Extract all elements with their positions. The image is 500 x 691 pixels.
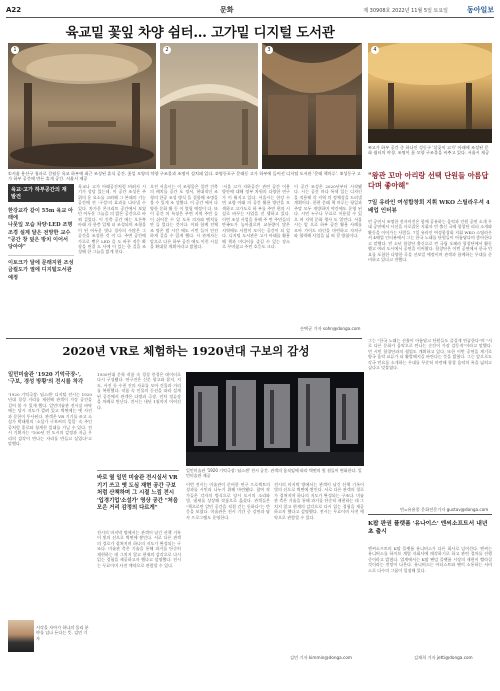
- right-article-body-2: 그는 "한국 노래는 선율이 아름답고 단원들도 즐겁게 연습한다"며 "서로 다른 문화가 음악으로 만나는 순간이 가장 감동적"이라고 말했다. 빈 시민 합창단과의 협업도 계획하고 있다. 또한 이번 공연을 계기로 양국 음악 교류가 더 활발해지길 바란다는 뜻을 밝혔다. 그는 앞으로도 각국 민요를 소개하는 무대를 꾸준히 마련해 합창 음악의 폭을 넓히고 싶다고 덧붙였다.: [368, 338, 492, 371]
- photo-number-1: 1: [11, 46, 19, 54]
- masthead: [6, 4, 494, 16]
- photo-bridge-side: [160, 43, 258, 169]
- issue-info: 제 30908호 2022년 11월 5일 토요일: [363, 7, 448, 14]
- right-article-deck: 7일 유라인 여성합창회 지휘 WKO 스틸라우셔 4배업 인터뷰: [368, 200, 490, 214]
- photo-vr-exhibition: [186, 372, 364, 466]
- portrait-caption: 시각을 자아가 하나의 물리 분야를 넘나 든다는 뜻. 김민 기자: [36, 625, 89, 641]
- deck-group-2: [8, 260, 74, 282]
- photo-number-4: 4: [371, 46, 379, 54]
- deck-line: '구보, 경성 방황'의 전시를 착각: [8, 379, 84, 386]
- deck-line: 한강교각 같이 55m 육교 아래에: [8, 208, 74, 222]
- article2-column-2: 1930년대 문학 작품 속 경성 풍경은 데이터로 다시 구성됐다. 연구진은 신문 광고와 잡지, 지도, 사진 등 수천 건의 자료를 모아 건물과 거리를 복원했다. 작품 속 인물의 동선을 따라 설계된 공간에서 관객은 다방과 극장, 전차 정류장을 차례로 만난다. 전시는 내년 1월까지 이어진다.: [97, 372, 181, 410]
- article1-column-2: 오전 서울시는 이 조형물은 일반 건축 의 배치를 공간 포 정서, 현대적인 조형의 한공 조성 방식 을 결합해 조명을 볼 수 있게 조 성했다. 이 공간 에서 다양한 문화 활 동 이 열릴 예정이 다. 또 이 공간 의 특징은 주변 지역 주민 들이 쉬어갈 수 있 도록 의자와 벤치를 만 들 었다는 것이다. 이와 함께 전체 조 명은 밤 시간 에도 시민 들이 안전하게 걸을 수 있게 했다. 시 관계자는 앞으로 다른 하부 공간 에도 이런 시설을 확대할 계획이라고 밝혔다.: [150, 184, 218, 249]
- caption-main-photos: ①서울 용산구 청파로 갈월동 육교 하부에 최근 조성된 휴식 공간. 꽃잎 모양의 차양 구조물과 조명이 설치돼 있다. ②영등포구 문래동 고가 하부에 들어선 디지털 도서관 '문래 책마루'. ③성동구 고가 하부 공간에 만든 휴게 공간. 서울시 제공: [8, 171, 361, 182]
- article1-column-1: 육교나 고가 아래공간처럼 버려지 시기가 상당 있는데, 이 공간 조성은 주위의 운 요소를 고려해 그 본래의 기능 공간에 안 '구성'의 효과를 나타낼 수 있다. 차가운 콘크리트 공간에서 보였던 어두운 그늘을 의 밝은 공간으로 바꿔 걸었다. 이 건축 공간 에는 오른쪽 아래 자 한층 입체 더 조성되며 조형물이 된 어두운 빛나 경사의 수많은 그 공간을 조성한 것 이 다. 주변 공간에 가로로 뻗은 LED 을 도 바꾸 적응 확 장을 연결 도 사에 이 있는 한 걸을 조성해 한 그늘을 밝게 한다.: [78, 184, 146, 255]
- article3-headline: K팝 판권 플랫폼 '유나이스' 엔씨소프트서 내년 초 출시: [368, 521, 488, 535]
- article1-deck-box: [8, 184, 74, 332]
- deck-group-1: [8, 208, 74, 251]
- headline-article1: 육교밑 꽃잎 차양 쉼터… 고가밑 디지털 도서관: [65, 25, 335, 41]
- article3-top-rule: [368, 514, 492, 515]
- right-article-quote: "왕관 꼬마 아리랑 선택 단원들 아름답다며 좋아해": [368, 171, 489, 190]
- article1-byline: 손택균 기자 sohn@donga.com: [300, 326, 361, 331]
- newspaper-logo: 동아일보: [466, 6, 494, 14]
- right-article-byline: 빈=유윤종 문화전문기자 gustav@donga.com: [400, 507, 489, 512]
- article2-column-3: 전시의 마지막 방에서는 관객이 남긴 산책 기록이 빛의 선으로 벽면에 쌓인다. 서로 다른 관객의 경로가 겹쳐지며 하나의 지도가 완성되는 구조다. 미술관 측은 기술을 통해 과거를 단순히 재현하는 데 그치지 않고 현재의 감각으로 다시 읽는 경험을 제공하고자 했다고 설명했다. 전시는 무료이며 사전 예약으로 관람할 수 있다.: [97, 530, 181, 568]
- deck-line: 이토크가 달에 문래지원 조성: [8, 260, 74, 267]
- right-article-body: 빈 공연서 조명한 전자이진은 함께 공유하는 음악과 인원 공연 소개 무대 공연에서 시선을 사로잡은 지휘자 빈 출신 국제 합창단 리더 소개와 활동을 이어가는 사람들. 7일 유라인 여성합창회 지휘 WKO 스틸라우셔 4배업 인터뷰에서 그는 한국 노래를 단원들이 아름답다며 좋아한다고 말했다. 빈 소년 합창단 출신으로 빈 국립 오페라 합창단에서 활동했고 여러 도시에서 공연을 이어왔다. 합창단은 이번 공연에서 한국 민요를 포함한 다양한 곡을 선보일 예정이며 관객과 함께하는 무대를 준비하고 있다고 전했다.: [368, 219, 492, 263]
- caption-vr-photo: 일민미술관 '1920 기억극장: 딥스캔' 전시 공간. 관객의 움직임에 따라 벽면의 빛 점들이 변화한다. 일민미술관 제공: [186, 468, 362, 479]
- portrait-photo: [8, 620, 34, 652]
- article2-column-4: 이번 전시는 미술관이 준비한 연구 프로젝트의 성과를 시민과 나누기 위해 마련됐다. 참여 작가들은 각자의 방식으로 당시 도시의 소리와 빛, 냄새를 상상해 작품으로 옮겼다. 관객들은 "책으로만 알던 공간을 직접 걷는 듯하다"는 반응을 보였다. 미술관은 전시 기간 중 강연과 답사 프로그램도 운영한다.: [186, 482, 270, 520]
- page-number: A22: [6, 6, 22, 14]
- photo-night-canopy: [368, 43, 492, 143]
- photo-number-2: 2: [163, 46, 171, 54]
- section-name: 문화: [220, 6, 234, 14]
- photo-library-interior: [262, 43, 362, 169]
- headline-article2: 2020년 VR로 체험하는 1920년대 구보의 감성: [62, 344, 310, 358]
- article1-column-3: '서울 고가 지하공간' 관련 공간 이용 방안에 대해 정부 차원의 다양한 연구가 이 뤄지고 있다. 서울시는 한강 수변 교량 아래 의 공간 활용 방안을 모색하고 고가도로 하 부를 주민 편의 시설로 바꾸는 사업을 진 행하고 있다. 이번 조성 사업을 통해 주 변 주민들의 만족도가 높아졌으며 교통량이 많은 지역에도 사람이 모이는 공간이 되 었다. 디지털 도서관은 고가 아래를 활용 해 책과 미디어를 즐길 수 있는 장소 로 꾸며졌고 주민 호응도 크다.: [222, 184, 290, 249]
- caption-right-photo: ④고가 하부 공간 중 하나인 성동구 '살곶이 고가' 아래에 조성된 문화 쉼터의 야경. 조명이 꽃 모양 구조물을 비추고 있다. 서울시 제공: [368, 145, 490, 156]
- section-tag: 육교·고가 하부공간의 재발견: [8, 184, 74, 202]
- masthead-rule: [6, 17, 494, 18]
- article1-column-4: 이 공간 조성은 2020년부터 시작됐다. 시는 공간 마다 특색 있는 디자인을 적용해 각 지역 의 정체성을 드러낼 계획이다. 한편 문래 책 마루는 평일과 주말 모두 개방하며 야간에도 운영 된다. 시민 누구나 무료로 이용할 수 있으 며 지역 문화 행사 도 열린다. 서울시는 앞 으로 하부 공간 활용 사례를 모아 가이드 라인을 마련하고 자치구와 협력해 사업을 넓 혀 갈 방침이다.: [294, 184, 362, 239]
- article2-pull-quote: 바로 옆 일민 미술관 전시실서 VR 기기 쓰고 옛 도심 재현 공간 구보처럼 산책하며 그 시절 느낌 전시 '입경기업'소설가' 영상 공간 "처음 모은 거리 감정의 다르게": [97, 470, 179, 513]
- deck-line: 조경 설계 달은 전망한 교수: [8, 229, 71, 236]
- article3-body: 엔씨소프트의 K팝 플랫폼 유니버스가 다른 회사로 넘어간다. 엔씨는 유니버스를 하이브 계열 자회사에 매각하기로 하고 관련 절차를 진행 중이라고 밝혔다. 업계에서는 K팝 팬덤 플랫폼 시장의 재편이 빨라질 것이라는 전망이 나온다. 유니버스는 아티스트와 팬이 소통하는 서비스로 다수의 그룹이 입점해 있다.: [368, 546, 492, 573]
- deck-line: 일민미술관 '1920 기억극장-',: [8, 372, 82, 378]
- article2-column-1: '1920 기억극장: 딥스캔' 디지털 전시는 1920년대 경성 거리를 재현해 관객이 가상 공간을 걸어 볼 수 있게 했다. 일민미술관 전시실 바닥에는 당시 지도가 깔려 있고 벽면에는 옛 사진과 문헌이 투사된다. 관객은 VR 기기를 쓰고 소설가 박태원의 '소설가 구보씨의 일일' 속 주인공처럼 종로와 청계천 일대를 거닐 수 있다. 전시 기획자는 "100년 전 도시의 감정과 지금 우리의 감각이 만나는 자리를 만들고 싶었다"고 말했다.: [8, 392, 92, 447]
- article2-byline: 김민 기자 kimmin@donga.com: [290, 655, 352, 660]
- article2-column-5: 전시의 마지막 방에서는 관객이 남긴 산책 기록이 빛의 선으로 벽면에 쌓인다. 서로 다른 관객의 경로가 겹쳐지며 하나의 지도가 완성되는 구조다. 미술관 측은 기술을 통해 과거를 단순히 재현하는 데 그치지 않고 현재의 감각으로 다시 읽는 경험을 제공하고자 했다고 설명했다. 전시는 무료이며 사전 예약으로 관람할 수 있다.: [274, 482, 364, 520]
- article2-top-rule: [6, 338, 362, 339]
- photo-footbridge-canopy: [8, 43, 156, 169]
- deck-line: 금컬도가 열에 디지털도서관 예정: [8, 267, 72, 281]
- deck-line: "공간 창 덮은 방치 이어서 당아야": [8, 236, 69, 251]
- deck-divider: [8, 255, 74, 256]
- deck-line: 나뭇잎 모습 차양·LED 조명: [8, 222, 73, 229]
- photo-number-3: 3: [265, 46, 273, 54]
- article3-byline: 김재희 기자 jetti@donga.com: [414, 655, 473, 660]
- article2-deck: [8, 372, 92, 387]
